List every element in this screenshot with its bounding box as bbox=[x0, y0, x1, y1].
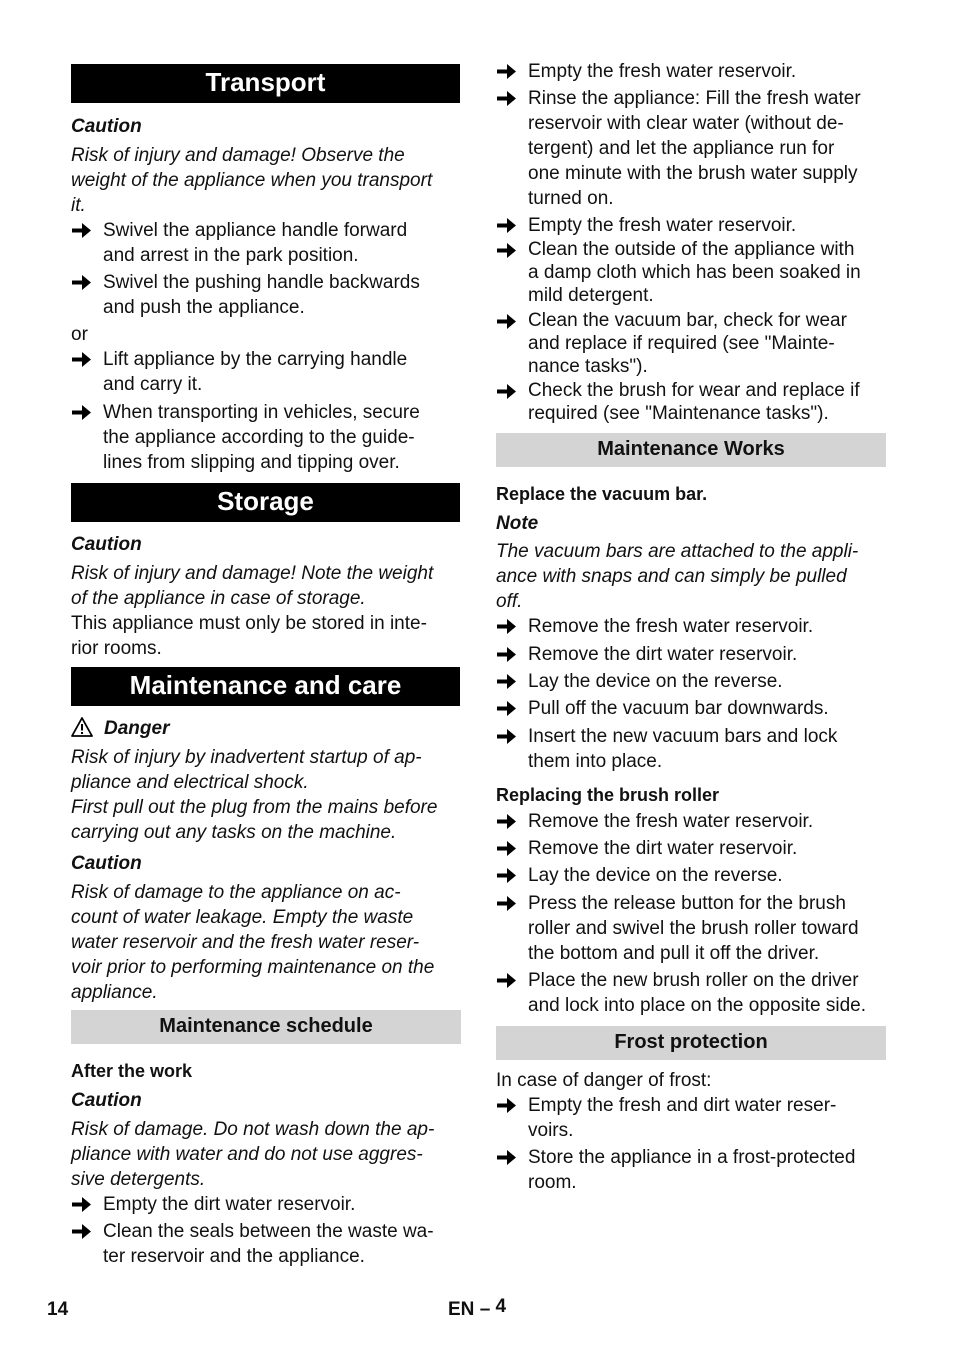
storage-note: This appliance must only be stored in inte- rior rooms. bbox=[71, 613, 427, 659]
list-item: Remove the fresh water reservoir. bbox=[496, 614, 888, 639]
list-item: Store the appliance in a frost-protected room. bbox=[496, 1145, 888, 1195]
note-text: The vacuum bars are attached to the appli- ance with snaps and can simply be pulled off. bbox=[496, 541, 859, 612]
brush-roller-heading: Replacing the brush roller bbox=[496, 785, 720, 805]
list-item: Empty the fresh and dirt water reser- voirs. bbox=[496, 1093, 888, 1143]
list-item: Remove the dirt water reservoir. bbox=[496, 836, 888, 861]
arrow-right-icon bbox=[496, 1093, 518, 1118]
arrow-right-icon bbox=[496, 614, 518, 639]
list-item: Clean the outside of the appliance with a damp cloth which has been soaked in mild detergent. bbox=[496, 238, 888, 307]
list-item: Swivel the pushing handle backwards and push the appliance. bbox=[71, 270, 463, 320]
list-item: Lift appliance by the carrying handle and carry it. bbox=[71, 347, 463, 397]
list-item: Lay the device on the reverse. bbox=[496, 863, 888, 888]
list-item: Rinse the appliance: Fill the fresh water reservoir with clear water (without de- tergent) and let the appliance run for one minute with the brush water supply turned on. bbox=[496, 86, 888, 211]
list-item: Clean the vacuum bar, check for wear and replace if required (see "Mainte- nance tasks"). bbox=[496, 309, 888, 378]
list-item: When transporting in vehicles, secure the appliance according to the guide- lines from slipping and tipping over. bbox=[71, 400, 463, 475]
list-item: Check the brush for wear and replace if required (see "Maintenance tasks"). bbox=[496, 379, 888, 425]
or-text: or bbox=[71, 324, 88, 345]
warning-triangle-icon bbox=[71, 716, 93, 738]
caution-label: Caution bbox=[71, 534, 142, 555]
list-item: Pull off the vacuum bar downwards. bbox=[496, 696, 888, 721]
caution-label: Caution bbox=[71, 1090, 142, 1111]
list-item: Press the release button for the brush roller and swivel the brush roller toward the bottom and pull it off the driver. bbox=[496, 891, 888, 966]
caution-text: Risk of injury and damage! Note the weight of the appliance in case of storage. bbox=[71, 563, 434, 609]
list-item: Remove the fresh water reservoir. bbox=[496, 809, 888, 834]
section-heading-transport: Transport bbox=[71, 64, 460, 103]
arrow-right-icon bbox=[71, 1192, 93, 1217]
arrow-right-icon bbox=[71, 400, 93, 425]
section-page-number: 4 bbox=[495, 1296, 507, 1317]
arrow-right-icon bbox=[496, 86, 518, 111]
page-number: 14 bbox=[47, 1299, 69, 1320]
arrow-right-icon bbox=[496, 863, 518, 888]
arrow-right-icon bbox=[496, 696, 518, 721]
list-item: Clean the seals between the waste wa- ter reservoir and the appliance. bbox=[71, 1219, 463, 1269]
arrow-right-icon bbox=[496, 891, 518, 916]
subsection-heading-frost: Frost protection bbox=[496, 1026, 886, 1060]
list-item: Empty the dirt water reservoir. bbox=[71, 1192, 463, 1217]
list-item: Empty the fresh water reservoir. bbox=[496, 213, 888, 238]
after-work-heading: After the work bbox=[71, 1061, 193, 1081]
caution-label: Caution bbox=[71, 116, 142, 137]
arrow-right-icon bbox=[71, 218, 93, 243]
arrow-right-icon bbox=[71, 347, 93, 372]
section-heading-maintenance: Maintenance and care bbox=[71, 667, 460, 706]
note-label: Note bbox=[496, 513, 539, 534]
danger-text: Risk of injury by inadvertent startup of ap- pliance and electrical shock. First pull out the plug from the mains before carrying out any tasks on the machine. bbox=[71, 747, 438, 843]
arrow-right-icon bbox=[496, 669, 518, 694]
section-heading-storage: Storage bbox=[71, 483, 460, 522]
language-code: EN bbox=[448, 1299, 475, 1320]
list-item: Place the new brush roller on the driver and lock into place on the opposite side. bbox=[496, 968, 888, 1018]
frost-intro: In case of danger of frost: bbox=[496, 1070, 712, 1091]
list-item: Remove the dirt water reservoir. bbox=[496, 642, 888, 667]
arrow-right-icon bbox=[71, 270, 93, 295]
arrow-right-icon bbox=[496, 809, 518, 834]
caution-text: Risk of damage to the appliance on ac- count of water leakage. Empty the waste water reservoir and the fresh water reser- voir prior to performing maintenance on the appliance. bbox=[71, 882, 435, 1003]
danger-heading bbox=[71, 716, 461, 741]
list-item: Lay the device on the reverse. bbox=[496, 669, 888, 694]
caution-label: Caution bbox=[71, 853, 142, 874]
caution-text: Risk of damage. Do not wash down the ap- pliance with water and do not use aggres- sive detergents. bbox=[71, 1119, 435, 1190]
arrow-right-icon bbox=[496, 379, 518, 404]
footer-dash: – bbox=[479, 1299, 491, 1320]
list-item: Empty the fresh water reservoir. bbox=[496, 59, 888, 84]
arrow-right-icon bbox=[496, 1145, 518, 1170]
arrow-right-icon bbox=[71, 1219, 93, 1244]
vacuum-bar-heading: Replace the vacuum bar. bbox=[496, 484, 708, 504]
arrow-right-icon bbox=[496, 642, 518, 667]
arrow-right-icon bbox=[496, 59, 518, 84]
arrow-right-icon bbox=[496, 968, 518, 993]
arrow-right-icon bbox=[496, 724, 518, 749]
caution-text: Risk of injury and damage! Observe the weight of the appliance when you transport it. bbox=[71, 145, 433, 216]
subsection-heading-schedule: Maintenance schedule bbox=[71, 1010, 461, 1044]
footer-section-marker bbox=[448, 1296, 507, 1321]
list-item: Swivel the appliance handle forward and arrest in the park position. bbox=[71, 218, 463, 268]
arrow-right-icon bbox=[496, 309, 518, 334]
arrow-right-icon bbox=[496, 213, 518, 238]
list-item: Insert the new vacuum bars and lock them into place. bbox=[496, 724, 888, 774]
subsection-heading-maintenance-works: Maintenance Works bbox=[496, 433, 886, 467]
arrow-right-icon bbox=[496, 836, 518, 861]
arrow-right-icon bbox=[496, 238, 518, 263]
danger-label: Danger bbox=[104, 718, 170, 739]
